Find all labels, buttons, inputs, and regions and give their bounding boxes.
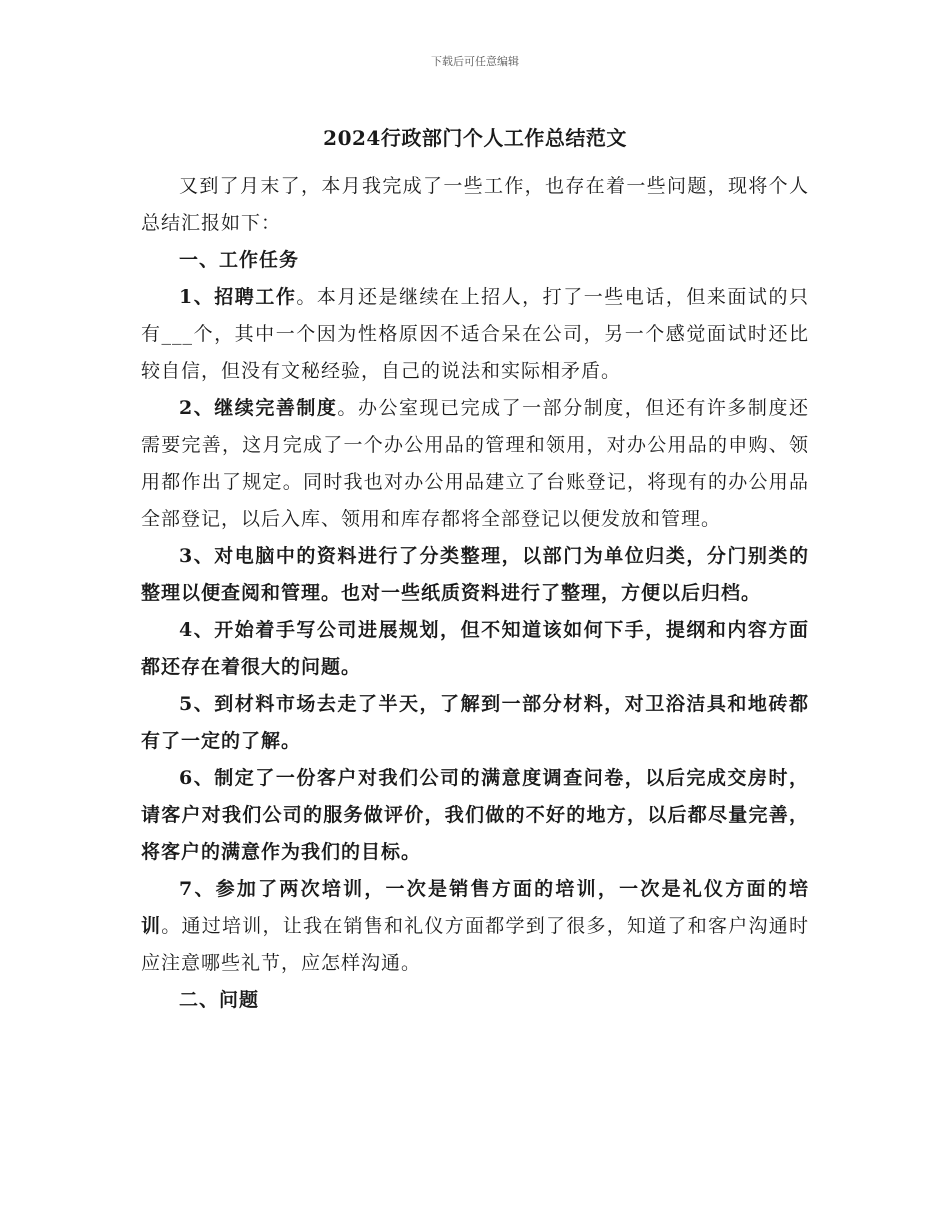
task-item-2-title: 2、继续完善制度 (179, 397, 338, 419)
task-item-3: 3、对电脑中的资料进行了分类整理，以部门为单位归类，分门别类的整理以便查阅和管理。也对一些纸质资料进行了整理，方便以后归档。 (141, 545, 809, 604)
task-item-2 (141, 390, 809, 538)
task-item-6: 6、制定了一份客户对我们公司的满意度调查问卷，以后完成交房时，请客户对我们公司的服务做评价，我们做的不好的地方，以后都尽量完善，将客户的满意作为我们的目标。 (141, 767, 809, 863)
section-heading-tasks: 一、工作任务 (179, 249, 300, 271)
task-item-7 (141, 871, 809, 982)
section-heading-problems: 二、问题 (179, 989, 260, 1011)
task-item-2-text: 。办公室现已完成了一部分制度，但还有许多制度还需要完善，这月完成了一个办公用品的管理和领用，对办公用品的申购、领用都作出了规定。同时我也对办公用品建立了台账登记，将现有的办公用品全部登记，以后入库、领用和库存都将全部登记以便发放和管理。 (141, 397, 809, 530)
task-item-5: 5、到材料市场去走了半天，了解到一部分材料，对卫浴洁具和地砖都有了一定的了解。 (141, 693, 809, 752)
task-item-7-title: 7、参加了两次培训，一次是销售方面的培训，一次是礼仪方面的培训 (141, 878, 809, 937)
intro-paragraph: 又到了月末了，本月我完成了一些工作，也存在着一些问题，现将个人总结汇报如下： (141, 175, 809, 234)
task-item-1 (141, 279, 809, 390)
task-item-7-text: 。通过培训，让我在销售和礼仪方面都学到了很多，知道了和客户沟通时应注意哪些礼节，应怎样沟通。 (141, 915, 809, 974)
task-item-4: 4、开始着手写公司进展规划，但不知道该如何下手，提纲和内容方面都还存在着很大的问题。 (141, 619, 809, 678)
task-item-1-title: 1、招聘工作 (179, 286, 297, 308)
document-title: 2024行政部门个人工作总结范文 (323, 126, 627, 150)
header-note: 下载后可任意编辑 (431, 55, 519, 68)
task-item-1-text: 。本月还是继续在上招人，打了一些电话，但来面试的只有___个，其中一个因为性格原因不适合呆在公司，另一个感觉面试时还比较自信，但没有文秘经验，自己的说法和实际相矛盾。 (141, 286, 809, 382)
document-body (141, 168, 809, 1019)
